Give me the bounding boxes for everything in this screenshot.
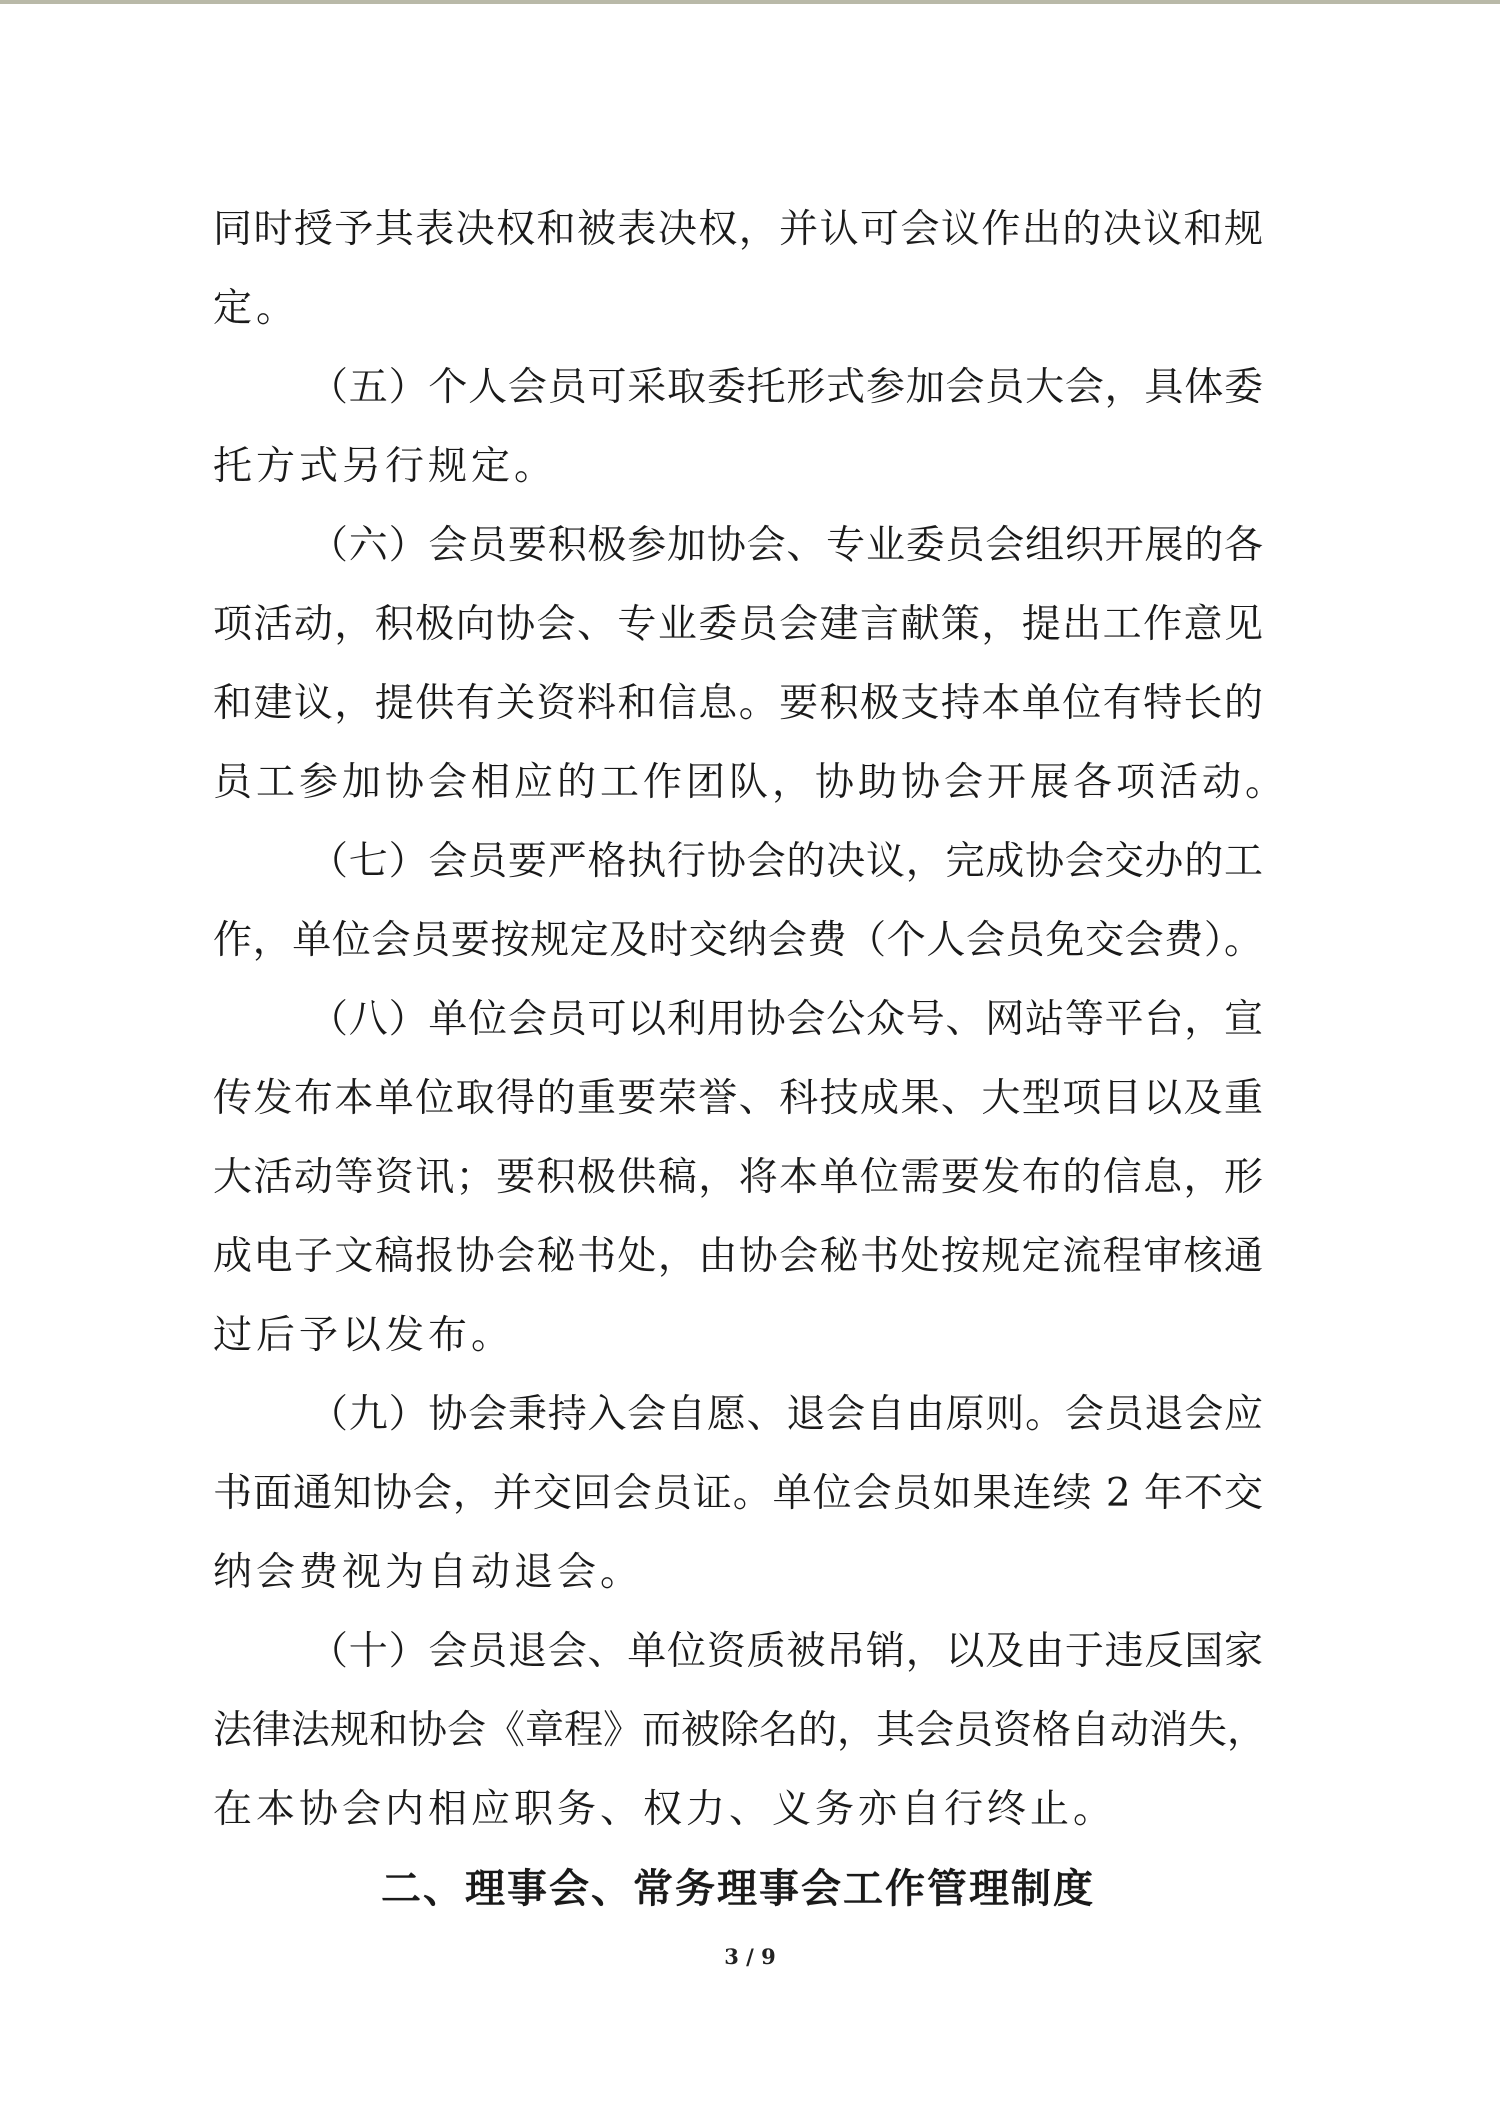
paragraph-nine-start: （九）协会秉持入会自愿、退会自由原则。会员退会应 — [309, 1392, 1263, 1437]
text-line: 作，单位会员要按规定及时交纳会费（个人会员免交会费）。 — [213, 918, 1263, 963]
text-line: 书面通知协会，并交回会员证。单位会员如果连续 2 年不交 — [213, 1471, 1263, 1516]
text-line: 在本协会内相应职务、权力、义务亦自行终止。 — [213, 1787, 1117, 1832]
document-body — [213, 190, 1289, 1929]
text-line: 传发布本单位取得的重要荣誉、科技成果、大型项目以及重 — [213, 1076, 1263, 1121]
paragraph-seven-start: （七）会员要严格执行协会的决议，完成协会交办的工 — [309, 839, 1263, 884]
section-heading: 二、理事会、常务理事会工作管理制度 — [381, 1866, 1095, 1912]
page-number: 3 / 9 — [724, 1944, 776, 1969]
paragraph-five-start: （五）个人会员可采取委托形式参加会员大会，具体委 — [309, 365, 1263, 410]
text-line: 纳会费视为自动退会。 — [213, 1550, 644, 1595]
text-line: 法律法规和协会《章程》而被除名的，其会员资格自动消失， — [213, 1708, 1267, 1753]
text-line: 员工参加协会相应的工作团队，协助协会开展各项活动。 — [213, 760, 1289, 805]
text-line: 成电子文稿报协会秘书处，由协会秘书处按规定流程审核通 — [213, 1234, 1263, 1279]
paragraph-eight-start: （八）单位会员可以利用协会公众号、网站等平台，宣 — [309, 997, 1263, 1042]
paragraph-six-start: （六）会员要积极参加协会、专业委员会组织开展的各 — [309, 523, 1263, 568]
paragraph-ten-start: （十）会员退会、单位资质被吊销，以及由于违反国家 — [309, 1629, 1263, 1674]
text-line: 同时授予其表决权和被表决权，并认可会议作出的决议和规 — [213, 207, 1263, 252]
text-line: 过后予以发布。 — [213, 1313, 515, 1358]
text-line: 和建议，提供有关资料和信息。要积极支持本单位有特长的 — [213, 681, 1263, 726]
scan-edge — [0, 0, 1500, 4]
text-line: 项活动，积极向协会、专业委员会建言献策，提出工作意见 — [213, 602, 1263, 647]
text-line: 大活动等资讯；要积极供稿，将本单位需要发布的信息，形 — [213, 1155, 1263, 1200]
text-line: 托方式另行规定。 — [213, 444, 558, 489]
text-line: 定。 — [213, 286, 300, 331]
